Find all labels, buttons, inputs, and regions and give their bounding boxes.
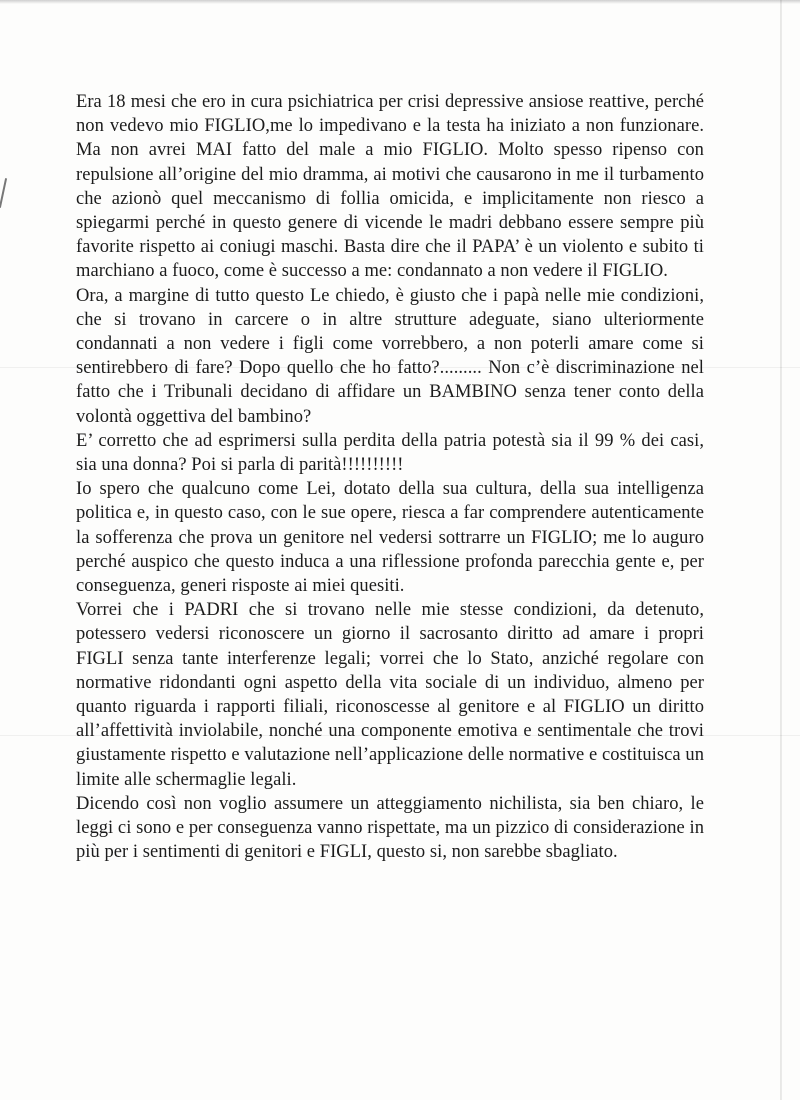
letter-body <box>76 90 704 865</box>
letter-paragraph: Era 18 mesi che ero in cura psichiatrica per crisi depressive ansiose reattive, perché non vedevo mio FIGLIO,me lo impedivano e la testa ha iniziato a non funzionare. Ma non avrei MAI fatto del male a mio FIGLIO. Molto spesso ripenso con repulsione all’origine del mio dramma, ai motivi che causarono in me il turbamento che azionò quel meccanismo di follia omicida, e implicitamente non riesco a spiegarmi perché in questo genere di vicende le madri debbano essere sempre più favorite rispetto ai coniugi maschi. Basta dire che il PAPA’ è un violento e subito ti marchiano a fuoco, come è successo a me: condannato a non vedere il FIGLIO. <box>76 92 704 282</box>
letter-paragraph: Dicendo così non voglio assumere un atteggiamento nichilista, sia ben chiaro, le leggi ci sono e per conseguenza vanno rispettate, ma un pizzico di considerazione in più per i sentimenti di genitori e FIGLI, questo si, non sarebbe sbagliato. <box>76 793 704 863</box>
letter-paragraph: Vorrei che i PADRI che si trovano nelle mie stesse condizioni, da detenuto, potessero vedersi riconoscere un giorno il sacrosanto diritto ad amare i propri FIGLI senza tante interferenze legali; vorrei che lo Stato, anziché regolare con normative ridondanti ogni aspetto della vita sociale di un individuo, almeno per quanto riguarda i rapporti filiali, riconoscesse al genitore e al FIGLIO un diritto all’affettività inviolabile, nonché una componente emotiva e sentimentale che trovi giustamente rispetto e valutazione nell’applicazione delle normative e costituisca un limite alle schermaglie legali. <box>76 600 704 790</box>
letter-paragraph: Io spero che qualcuno come Lei, dotato della sua cultura, della sua intelligenza politica e, in questo caso, con le sue opere, riesca a far comprendere autenticamente la sofferenza che prova un genitore nel vedersi sottrarre un FIGLIO; me lo auguro perché auspico che questo induca a una riflessione profonda parecchia gente e, per conseguenza, generi risposte ai miei quesiti. <box>76 479 704 597</box>
letter-paragraph: E’ corretto che ad esprimersi sulla perdita della patria potestà sia il 99 % dei casi, sia una donna? Poi si parla di parità!!!!!!!!!! <box>76 430 704 476</box>
page-top-edge <box>0 0 800 4</box>
page-right-edge <box>780 0 782 1100</box>
margin-pen-mark <box>0 178 7 208</box>
letter-paragraph: Ora, a margine di tutto questo Le chiedo, è giusto che i papà nelle mie condizioni, che si trovano in carcere o in altre strutture adeguate, siano ulteriormente condannati a non vedere i figli come vorrebbero, a non poterli amare come si sentirebbero di fare? Dopo quello che ho fatto?......... Non c’è discriminazione nel fatto che i Tribunali decidano di affidare un BAMBINO senza tener conto della volontà oggettiva del bambino? <box>76 285 704 427</box>
